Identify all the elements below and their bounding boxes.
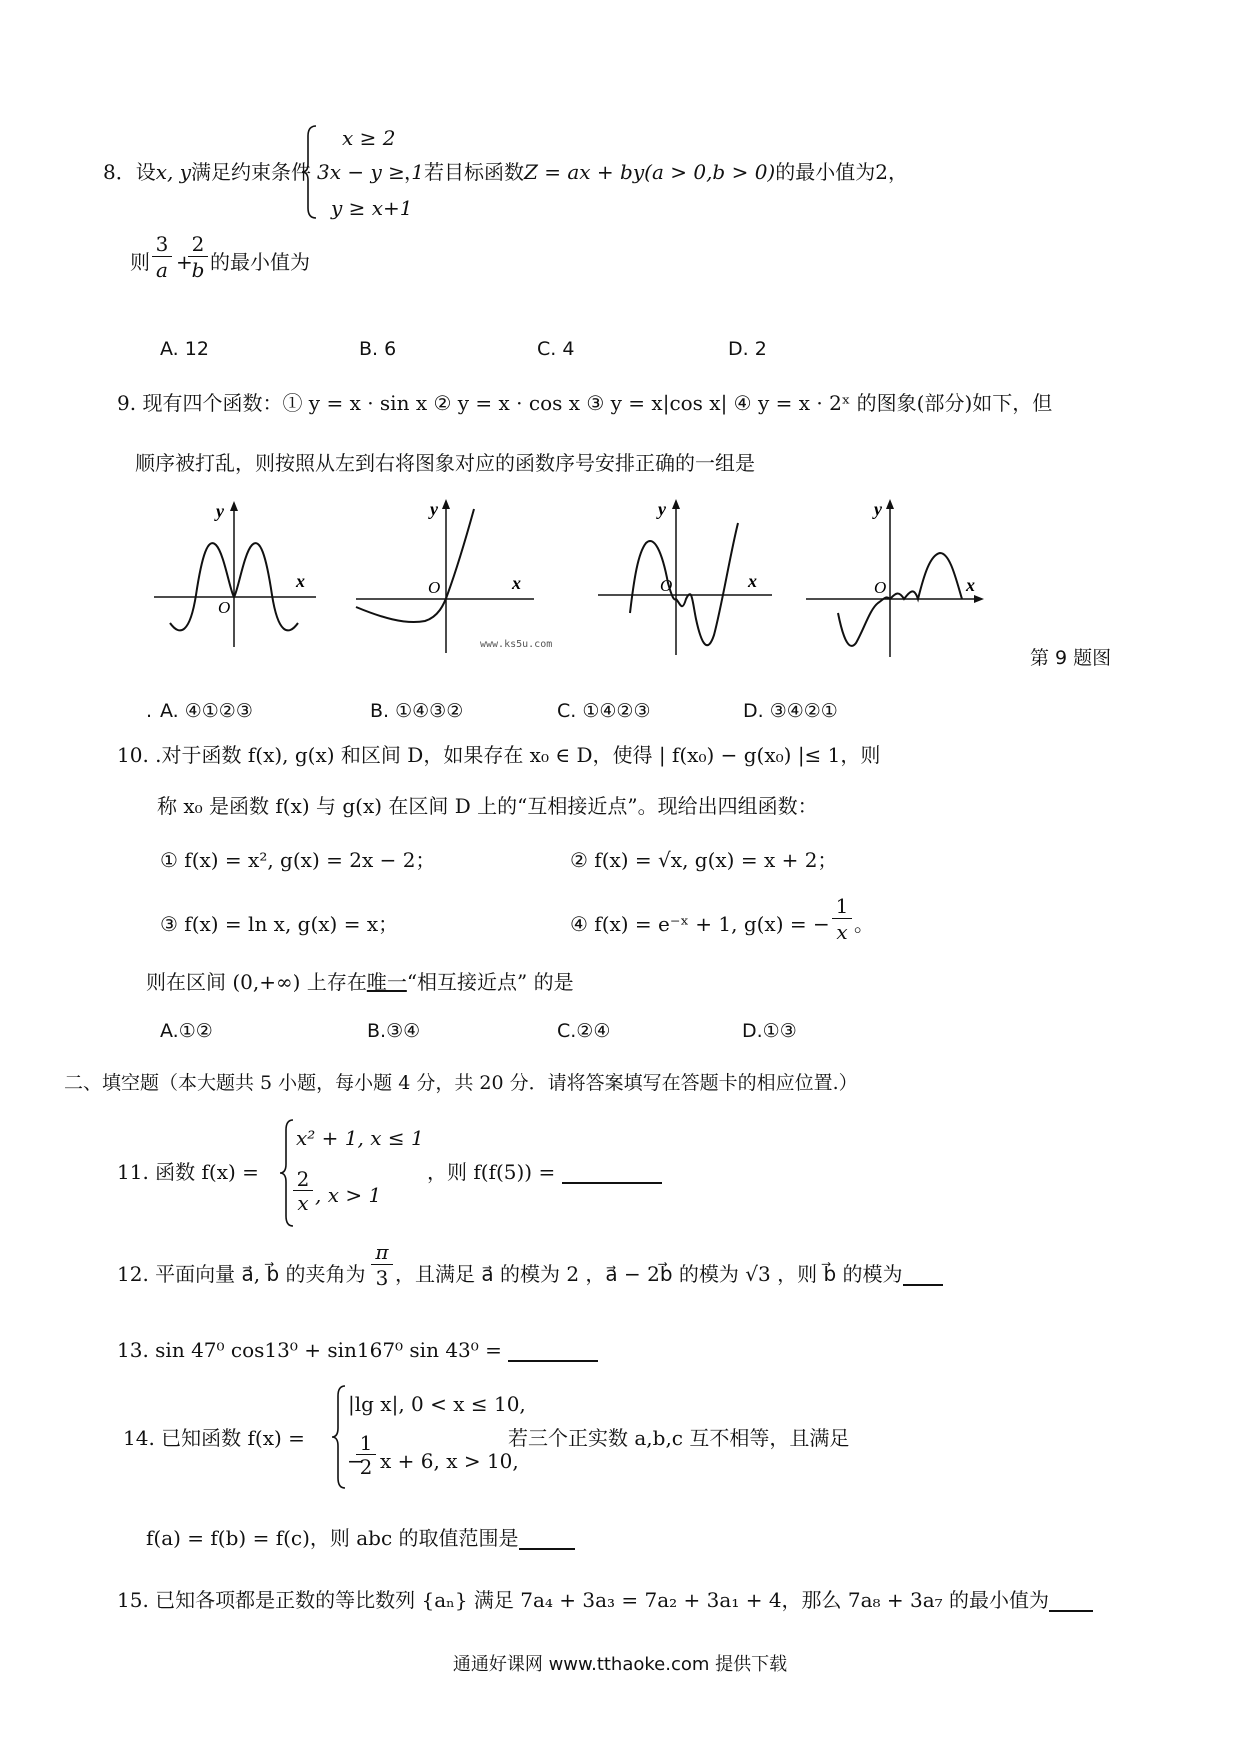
section-2-heading: 二、填空题（本大题共 5 小题，每小题 4 分，共 20 分．请将答案填写在答题卡的相应位置.） (64, 1072, 858, 1094)
q10-choice-c: C.②④ (557, 1020, 611, 1042)
q8-frac2-den: b (191, 258, 205, 282)
q10-item-4-den: x (836, 920, 848, 944)
q15-line (117, 1588, 1093, 1612)
q10-question (146, 970, 574, 994)
q15-answer-blank (1049, 1592, 1093, 1612)
q10-line1: 10. .对于函数 f(x), g(x) 和区间 D，如果存在 x₀ ∈ D，使得 | f(x₀) − g(x₀) |≤ 1，则 (117, 743, 881, 767)
q8-choice-a: A. 12 (160, 338, 209, 360)
q9-g2-x-label: x (512, 573, 521, 593)
q14-suffix: 若三个正实数 a,b,c 互不相等，且满足 (508, 1426, 850, 1450)
q11-case-2-cond: , x > 1 (315, 1183, 382, 1207)
q9-g1-x-label: x (296, 571, 305, 591)
q8-frac2-num: 2 (191, 232, 205, 256)
q9-choice-a: A. ④①②③ (160, 700, 253, 722)
q9-g3-origin: O (660, 576, 673, 595)
q8-constraint-3: y ≥ x+1 (331, 196, 413, 220)
q15-text: 15. 已知各项都是正数的等比数列 {aₙ} 满足 7a₄ + 3a₃ = 7a₂ + 3a₁ + 4，那么 7a₈ + 3a₇ 的最小值为 (117, 1588, 1050, 1612)
q9-g4-y-label: y (874, 499, 882, 519)
q8-plus: + (176, 250, 193, 274)
q8-line2-pre: 则 (130, 250, 150, 274)
q14-case-2-num: 1 (359, 1431, 373, 1455)
q10-item-4-pre: ④ f(x) = e⁻ˣ + 1, g(x) = − (570, 912, 830, 936)
q10-question-underlined: 唯一 (366, 970, 407, 994)
q9-g1-origin: O (218, 598, 231, 617)
q12-frac-num: π (375, 1240, 389, 1264)
q8-vars: x, y (155, 160, 192, 184)
q8-choice-c: C. 4 (537, 338, 575, 360)
q10-item-2: ② f(x) = √x, g(x) = x + 2； (570, 848, 838, 872)
q13-text: 13. sin 47⁰ cos13⁰ + sin167⁰ sin 43⁰ = (117, 1338, 502, 1362)
q11-case-2-frac (293, 1168, 313, 1215)
q9-g3-x-label: x (748, 571, 757, 591)
q11-suffix-text: ，则 f(f(5)) = (427, 1160, 556, 1184)
q8-number: 8．设 (103, 160, 156, 184)
q12-frac-den: 3 (375, 1266, 389, 1290)
q12-frac (371, 1240, 393, 1291)
q14-case-2-frac (356, 1432, 376, 1479)
q9-choice-bullet: . (146, 700, 153, 722)
q10-item-4-frac (832, 894, 852, 945)
q8-frac1-den: a (156, 258, 168, 282)
q8-choice-d: D. 2 (728, 338, 767, 360)
q14-case-2-post: x + 6, x > 10, (380, 1449, 519, 1473)
q8-frac1 (152, 232, 172, 283)
q8-line1-rest (404, 160, 908, 184)
q9-g1-y-label: y (216, 501, 224, 521)
q10-question-post: “相互接近点” 的是 (406, 970, 574, 994)
q14-line-2-text: f(a) = f(b) = f(c)，则 abc 的取值范围是 (146, 1526, 519, 1550)
q12-text-2 (395, 1262, 943, 1286)
q8-line1-prefix (103, 160, 311, 184)
q14-answer-blank (519, 1530, 575, 1550)
page-footer: 通通好课网 www.tthaoke.com 提供下载 (452, 1654, 788, 1675)
q10-choice-a: A.①② (160, 1020, 213, 1042)
q9-graph-4 (800, 495, 990, 665)
q8-line2-post: 的最小值为 (210, 250, 310, 274)
q11-case-1: x² + 1, x ≤ 1 (296, 1126, 424, 1150)
q8-constraint-2: 3x − y ≥ 1 (317, 160, 424, 184)
q14-case-2-pre: − (347, 1449, 364, 1473)
q10-item-1: ① f(x) = x², g(x) = 2x − 2； (160, 848, 436, 872)
q9-g4-x-label: x (966, 575, 975, 595)
q11-answer-blank (562, 1164, 662, 1184)
q10-item-4-post: 。 (854, 912, 874, 936)
q11-case-2-num: 2 (296, 1167, 310, 1191)
q8-objective: Z = ax + by(a > 0,b > 0) (524, 160, 776, 184)
q8-frac1-num: 3 (155, 232, 169, 256)
q9-graph-3 (588, 495, 778, 665)
q12-answer-blank (903, 1266, 943, 1286)
q10-item-3: ③ f(x) = ln x, g(x) = x； (160, 912, 399, 936)
q10-choice-d: D.①③ (742, 1020, 797, 1042)
q11-case-2-den: x (297, 1191, 309, 1215)
q14-case-2-den: 2 (359, 1455, 373, 1479)
q9-figure-caption: 第 9 题图 (1030, 647, 1112, 669)
q9-g4-origin: O (874, 578, 887, 597)
q9-line1: 9. 现有四个函数：① y = x · sin x ② y = x · cos x ③ y = x|cos x| ④ y = x · 2ˣ 的图象(部分)如下，但 (117, 391, 1053, 415)
q9-choice-b: B. ①④③② (370, 700, 464, 722)
q9-watermark: www.ks5u.com (480, 639, 553, 650)
q10-item-4-num: 1 (835, 894, 849, 918)
q11-prefix: 11. 函数 f(x) = (117, 1160, 259, 1184)
q8-choice-b: B. 6 (359, 338, 397, 360)
q13-answer-blank (508, 1342, 598, 1362)
q8-constraint-1: x ≥ 2 (342, 126, 396, 150)
q9-choice-d: D. ③④②① (743, 700, 838, 722)
q9-g2-y-label: y (430, 499, 438, 519)
q9-line2: 顺序被打乱，则按照从左到右将图象对应的函数序号安排正确的一组是 (135, 451, 755, 475)
q12-text-1: 12. 平面向量 a⃗, b⃗ 的夹角为 (117, 1262, 366, 1286)
q8-frac2 (188, 232, 208, 283)
q9-g2-origin: O (428, 578, 441, 597)
q8-tail: 的最小值为2， (775, 160, 908, 184)
q13-line (117, 1338, 598, 1362)
q10-choice-b: B.③④ (367, 1020, 421, 1042)
q9-choice-c: C. ①④②③ (557, 700, 651, 722)
q14-line-2 (146, 1526, 575, 1550)
q8-cond-label: 满足约束条件 (191, 160, 312, 184)
q14-case-1: |lg x|, 0 < x ≤ 10, (348, 1392, 526, 1416)
q11-suffix (427, 1160, 662, 1184)
q14-brace (330, 1384, 348, 1490)
q9-graph-1 (150, 495, 320, 655)
q9-graph-2 (350, 495, 553, 665)
q8-mid-text: ，若目标函数 (404, 160, 524, 184)
q12-text-2-body: ，且满足 a⃗ 的模为 2 ，a⃗ − 2b⃗ 的模为 √3 ，则 b⃗ 的模为 (395, 1262, 903, 1286)
q10-line2: 称 x₀ 是函数 f(x) 与 g(x) 在区间 D 上的“互相接近点”。现给出四组函数： (157, 794, 818, 818)
q10-question-pre: 则在区间 (0,+∞) 上存在 (146, 970, 367, 994)
q9-g3-y-label: y (658, 499, 666, 519)
q14-prefix: 14. 已知函数 f(x) = (123, 1426, 305, 1450)
